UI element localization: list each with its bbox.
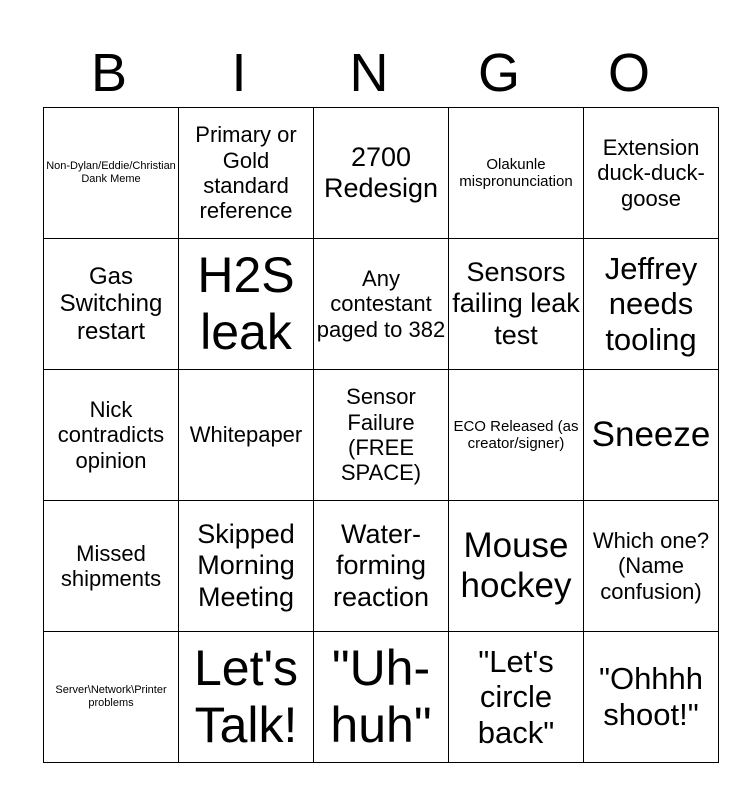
bingo-cell[interactable]: Any contestant paged to 382 (314, 239, 449, 370)
bingo-cell[interactable]: Non-Dylan/Eddie/Christian Dank Meme (44, 108, 179, 239)
header-letter-g: G (477, 43, 520, 103)
bingo-cell[interactable]: Missed shipments (44, 501, 179, 632)
bingo-cell[interactable]: Whitepaper (179, 370, 314, 501)
board-row (44, 370, 719, 501)
header-letter-b: B (90, 43, 128, 103)
bingo-board (43, 107, 719, 763)
header-letter-o: O (607, 43, 650, 103)
board-row (44, 108, 719, 239)
board-row (44, 239, 719, 370)
bingo-cell[interactable]: Water-forming reaction (314, 501, 449, 632)
bingo-cell[interactable]: Mouse hockey (449, 501, 584, 632)
bingo-cell[interactable]: Sensors failing leak test (449, 239, 584, 370)
bingo-cell[interactable]: Let's Talk! (179, 632, 314, 763)
bingo-cell[interactable]: Nick contradicts opinion (44, 370, 179, 501)
bingo-cell[interactable]: Sneeze (584, 370, 719, 501)
bingo-cell[interactable]: "Ohhhh shoot!" (584, 632, 719, 763)
bingo-cell[interactable]: "Uh-huh" (314, 632, 449, 763)
bingo-cell[interactable]: Which one? (Name confusion) (584, 501, 719, 632)
bingo-cell[interactable]: Server\Network\Printer problems (44, 632, 179, 763)
bingo-header (44, 40, 694, 106)
bingo-cell[interactable]: 2700 Redesign (314, 108, 449, 239)
bingo-cell[interactable]: "Let's circle back" (449, 632, 584, 763)
bingo-cell[interactable]: ECO Released (as creator/signer) (449, 370, 584, 501)
bingo-cell[interactable]: Olakunle mispronunciation (449, 108, 584, 239)
board-row (44, 501, 719, 632)
board-row (44, 632, 719, 763)
bingo-cell[interactable]: Gas Switching restart (44, 239, 179, 370)
bingo-cell[interactable]: Jeffrey needs tooling (584, 239, 719, 370)
bingo-cell[interactable]: Extension duck-duck-goose (584, 108, 719, 239)
bingo-cell[interactable]: Skipped Morning Meeting (179, 501, 314, 632)
bingo-cell[interactable]: Primary or Gold standard reference (179, 108, 314, 239)
free-space-cell[interactable]: Sensor Failure (FREE SPACE) (314, 370, 449, 501)
header-letter-n: N (349, 43, 389, 103)
bingo-cell[interactable]: H2S leak (179, 239, 314, 370)
header-letter-i: I (231, 43, 247, 103)
